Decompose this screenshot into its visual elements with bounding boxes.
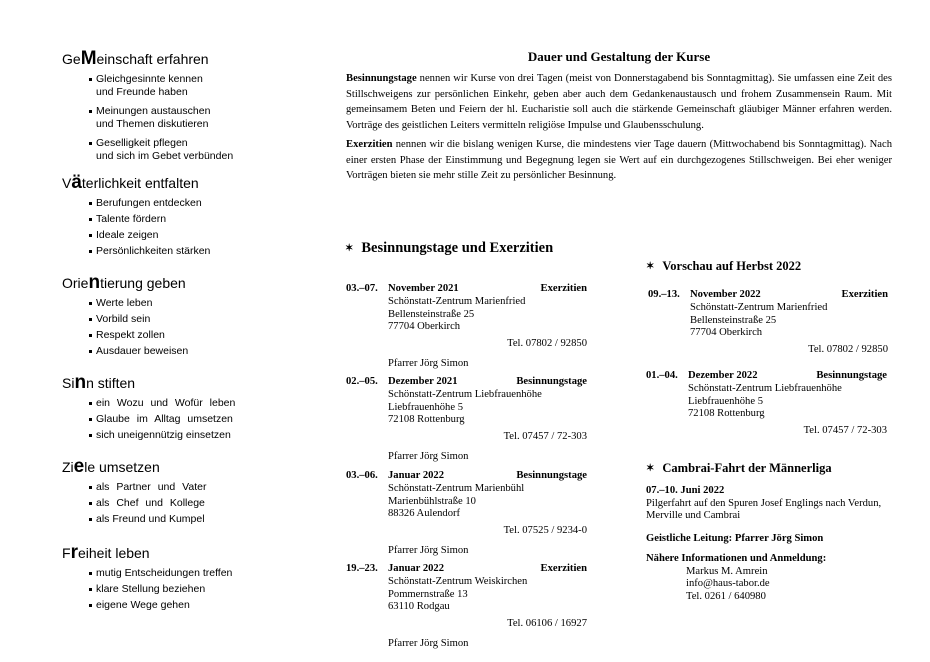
course-city: 77704 Oberkirch (690, 327, 763, 338)
cambrai-info-heading: Nähere Informationen und Anmeldung: (646, 553, 827, 564)
section-ziele (62, 458, 312, 526)
list-item: Ausdauer beweisen (62, 345, 312, 358)
course-entry: 03.–07. November 2021 Exerzitien Schönstatt-Zentrum Marienfried Bellensteinstraße 25 77704 Oberkirch Tel. 07802 / 92850 Pfarrer Jörg Simon (346, 283, 587, 369)
section-heading-preview: ✶ Vorschau auf Herbst 2022 (646, 259, 802, 273)
course-city: 72108 Rottenburg (388, 414, 465, 425)
course-tel: Tel. 07457 / 72-303 (503, 430, 587, 442)
course-tel: Tel. 06106 / 16927 (507, 617, 587, 629)
list-item: Geselligkeit pflegen und sich im Gebet verbünden (62, 137, 312, 163)
course-tel: Tel. 07457 / 72-303 (803, 424, 887, 436)
course-tel: Tel. 07802 / 92850 (507, 337, 587, 349)
course-street: Liebfrauenhöhe 5 (388, 401, 464, 413)
course-description (346, 48, 892, 188)
list-item: Glaube im Alltag umsetzen (62, 413, 312, 426)
course-tel: Tel. 07525 / 9234-0 (503, 524, 587, 536)
list-item: ein Wozu und Wofür leben (62, 397, 312, 410)
section-sinn (62, 374, 312, 442)
course-street: Bellensteinstraße 25 (388, 308, 475, 320)
contact-email[interactable]: info@haus-tabor.de (686, 578, 770, 589)
course-priest: Pfarrer Jörg Simon (388, 451, 469, 462)
star-icon: ✶ (646, 261, 655, 272)
course-city: 88326 Aulendorf (388, 508, 461, 519)
course-place: Schönstatt-Zentrum Weiskirchen (388, 576, 528, 587)
page-title: Dauer und Gestaltung der Kurse (527, 49, 711, 64)
course-city: 77704 Oberkirch (388, 321, 461, 332)
list-item: als Freund und Kumpel (62, 513, 312, 526)
section-title: Ziele umsetzen (62, 456, 160, 477)
list-item: Ideale zeigen (62, 229, 312, 242)
bullet-list (62, 197, 312, 258)
section-title: GeMeinschaft erfahren (62, 48, 209, 69)
section-orientierung (62, 274, 312, 358)
course-priest: Pfarrer Jörg Simon (388, 638, 469, 649)
course-street: Liebfrauenhöhe 5 (688, 395, 764, 407)
list-item: Meinungen austauschen und Themen diskutieren (62, 105, 312, 131)
course-place: Schönstatt-Zentrum Liebfrauenhöhe (688, 383, 842, 394)
course-entry: 02.–05. Dezember 2021 Besinnungstage Schönstatt-Zentrum Liebfrauenhöhe Liebfrauenhöhe 5 72108 Rottenburg Tel. 07457 / 72-303 Pfarrer Jörg Simon (346, 376, 587, 462)
list-item: mutig Entscheidungen treffen (62, 567, 312, 580)
list-item: als Chef und Kollege (62, 497, 312, 510)
bullet-list (62, 73, 312, 163)
bullet-list (62, 481, 312, 526)
list-item: klare Stellung beziehen (62, 583, 312, 596)
contact-block (646, 566, 896, 604)
star-icon: ✶ (646, 463, 655, 474)
section-heading-courses: ✶ Besinnungstage und Exerzitien (345, 240, 554, 256)
preview-entry: 09.–13. November 2022 Exerzitien Schönstatt-Zentrum Marienfried Bellensteinstraße 25 77704 Oberkirch Tel. 07802 / 92850 (648, 289, 888, 355)
list-item: Gleichgesinnte kennen und Freunde haben (62, 73, 312, 99)
course-place: Schönstatt-Zentrum Marienfried (388, 296, 526, 307)
contact-name: Markus M. Amrein (686, 565, 768, 577)
cambrai-dates: 07.–10. Juni 2022 (646, 485, 725, 496)
course-city: 63110 Rodgau (388, 601, 450, 612)
course-tel: Tel. 07802 / 92850 (808, 343, 888, 355)
preview-entry: 01.–04. Dezember 2022 Besinnungstage Schönstatt-Zentrum Liebfrauenhöhe Liebfrauenhöhe 5 72108 Rottenburg Tel. 07457 / 72-303 (646, 370, 887, 436)
course-city: 72108 Rottenburg (688, 408, 765, 419)
bullet-list (62, 397, 312, 442)
course-street: Pommernstraße 13 (388, 588, 468, 600)
paragraph-exerzitien: Exerzitien nennen wir die bislang wenigen Kurse, die mindestens vier Tage dauern (Mittwochabend bis Sonntagmittag). Nach einer ersten Phase der Einstimmung und Begegnung legen sie Wert auf ein durchgezogenes Stillschweigen. Bei eher weniger Vorträgen bieten sie mehr stille Zeit zu persönlicher Besinnung. (346, 139, 892, 181)
cambrai-details (646, 485, 896, 603)
list-item: Vorbild sein (62, 313, 312, 326)
star-icon: ✶ (345, 243, 354, 254)
course-place: Schönstatt-Zentrum Marienfried (690, 302, 828, 313)
course-place: Schönstatt-Zentrum Marienbühl (388, 483, 525, 494)
cambrai-leader: Geistliche Leitung: Pfarrer Jörg Simon (646, 532, 824, 544)
course-entry: 19.–23. Januar 2022 Exerzitien Schönstatt-Zentrum Weiskirchen Pommernstraße 13 63110 Rodgau Tel. 06106 / 16927 Pfarrer Jörg Simon (346, 563, 587, 649)
course-street: Marienbühlstraße 10 (388, 495, 476, 507)
course-priest: Pfarrer Jörg Simon (388, 545, 469, 556)
section-title: Väterlichkeit entfalten (62, 172, 199, 193)
section-freiheit (62, 544, 312, 612)
list-item: Persönlichkeiten stärken (62, 245, 312, 258)
contact-tel: Tel. 0261 / 640980 (686, 590, 766, 602)
list-item: Talente fördern (62, 213, 312, 226)
course-street: Bellensteinstraße 25 (690, 314, 777, 326)
list-item: sich uneigennützig einsetzen (62, 429, 312, 442)
bullet-list (62, 567, 312, 612)
course-place: Schönstatt-Zentrum Liebfrauenhöhe (388, 389, 542, 400)
course-entry: 03.–06. Januar 2022 Besinnungstage Schönstatt-Zentrum Marienbühl Marienbühlstraße 10 88326 Aulendorf Tel. 07525 / 9234-0 Pfarrer Jörg Simon (346, 470, 587, 556)
list-item: Respekt zollen (62, 329, 312, 342)
section-gemeinschaft (62, 50, 312, 163)
section-vaterlichkeit (62, 174, 312, 258)
section-title: Freiheit leben (62, 542, 150, 563)
section-title: Orientierung geben (62, 272, 186, 293)
list-item: Werte leben (62, 297, 312, 310)
bullet-list (62, 297, 312, 358)
paragraph-besinnungstage: Besinnungstage nennen wir Kurse von drei Tagen (meist von Donnerstagabend bis Sonntagmittag). Sie umfassen eine Zeit des Stillschweigens zur persönlichen Einkehr, geben aber auch dem Gedankenaustausch und frohem Zusammensein Raum. Mit gemeinsamem Beten und Feiern der hl. Eucharistie soll auch die stärkende Gemeinschaft gläubiger Männer erfahren werden. Vorträge des geistlichen Leiters vermitteln religiöse Impulse und Glaubensschulung. (346, 73, 892, 131)
cambrai-description: Pilgerfahrt auf den Spuren Josef Englings nach Verdun, Merville und Cambrai (646, 497, 882, 521)
section-title: Sinn stiften (62, 372, 136, 393)
course-priest: Pfarrer Jörg Simon (388, 358, 469, 369)
section-heading-cambrai: ✶ Cambrai-Fahrt der Männerliga (646, 461, 832, 475)
list-item: Berufungen entdecken (62, 197, 312, 210)
list-item: eigene Wege gehen (62, 599, 312, 612)
list-item: als Partner und Vater (62, 481, 312, 494)
